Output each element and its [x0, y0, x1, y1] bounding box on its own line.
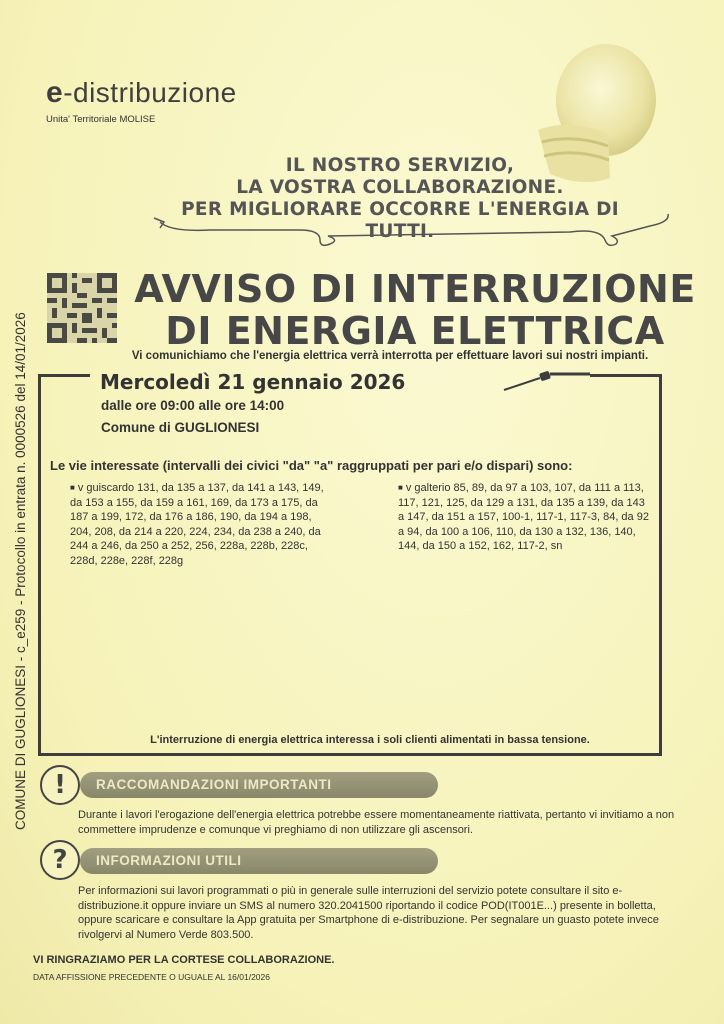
streets-column-1 — [70, 481, 328, 569]
notice-intro: Vi comunichiamo che l'energia elettrica verrà interrotta per effettuare lavori sui nostri impianti. — [131, 350, 649, 362]
qr-code-icon — [47, 272, 117, 344]
slogan-line-2: LA VOSTRA COLLABORAZIONE. — [236, 177, 564, 198]
bullet-icon: ■ — [398, 483, 403, 492]
logo-e-symbol: e — [46, 76, 64, 109]
streets-list-2: v galterio 85, 89, da 97 a 103, 107, da 111 a 113, 117, 121, 125, da 129 a 131, da 135 a 139, da 143 a 147, da 151 a 157, 100-1, 117-1, 117-3, 84, da 92 a 94, da 100 a 106, 110, da 130 a 132, 136, 140, 144, da 150 a 152, 162, 117-2, sn — [398, 482, 649, 553]
notice-title-line-1: AVVISO DI INTERRUZIONE — [134, 267, 696, 311]
recommendations-heading: RACCOMANDAZIONI IMPORTANTI — [80, 772, 438, 798]
plug-icon — [500, 368, 600, 398]
exclamation-icon: ! — [40, 765, 80, 805]
info-text: Per informazioni sui lavori programmati o più in generale sulle interruzioni del servizio potete consultare il sito e-distribuzione.it oppure inviare un SMS al numero 320.2041500 riportando il codice POD(IT001E...) presente in bolletta, oppure scaricare e consultare la App gratuita per Smartphone di e-distribuzione. Per segnalare un guasto potete invece rivolgervi al Numero Verde 803.500. — [78, 885, 659, 941]
bullet-icon: ■ — [70, 483, 75, 492]
low-voltage-note: L'interruzione di energia elettrica interessa i soli clienti alimentati in bassa tensione. — [150, 734, 590, 746]
posting-date: DATA AFFISSIONE PRECEDENTE O UGUALE AL 16/01/2026 — [33, 972, 270, 982]
thanks-line: VI RINGRAZIAMO PER LA CORTESE COLLABORAZIONE. — [33, 954, 335, 966]
streets-label: Le vie interessate (intervalli dei civici "da" "a" raggruppati per pari e/o dispari) sono: — [50, 458, 573, 473]
streets-list-1: v guiscardo 131, da 135 a 137, da 141 a 143, 149, da 153 a 155, da 159 a 161, 169, da 173 a 175, da 187 a 199, 172, da 176 a 186, 190, da 194 a 198, 204, 208, da 214 a 220, 224, 234, da 238 a 240, da 244 a 246, da 250 a 252, 256, 228a, 228b, 228c, 228d, 228e, 228f, 228g — [70, 482, 324, 567]
interruption-time: dalle ore 09:00 alle ore 14:00 — [101, 398, 285, 413]
recommendations-text: Durante i lavori l'erogazione dell'energia elettrica potrebbe essere momentaneamente riattivata, pertanto vi invitiamo a non commettere imprudenze e comunque vi preghiamo di non utilizzare gli ascensori. — [78, 809, 675, 836]
interruption-date: Mercoledì 21 gennaio 2026 — [100, 370, 406, 394]
slogan-line-1: IL NOSTRO SERVIZIO, — [285, 155, 515, 176]
streets-column-2 — [398, 481, 654, 554]
notice-frame-top-right — [590, 374, 662, 377]
e-distribuzione-logo — [46, 76, 237, 125]
notice-title — [120, 268, 710, 352]
slogan-line-3: PER MIGLIORARE OCCORRE L'ENERGIA DI TUTTI. — [181, 199, 619, 242]
question-icon: ? — [40, 840, 80, 880]
notice-frame-top-left — [38, 374, 90, 377]
protocol-stamp-text: COMUNE DI GUGLIONESI - c_e259 - Protocollo in entrata n. 0000526 del 14/01/2026 — [13, 312, 28, 830]
notice-title-line-2: DI ENERGIA ELETTRICA — [165, 309, 665, 353]
logo-subtitle: Unita' Territoriale MOLISE — [46, 114, 156, 125]
logo-name: -distribuzione — [63, 77, 237, 108]
cable-decoration — [150, 204, 680, 254]
interruption-comune: Comune di GUGLIONESI — [101, 420, 260, 435]
info-heading: INFORMAZIONI UTILI — [80, 848, 438, 874]
protocol-stamp — [2, 270, 28, 830]
